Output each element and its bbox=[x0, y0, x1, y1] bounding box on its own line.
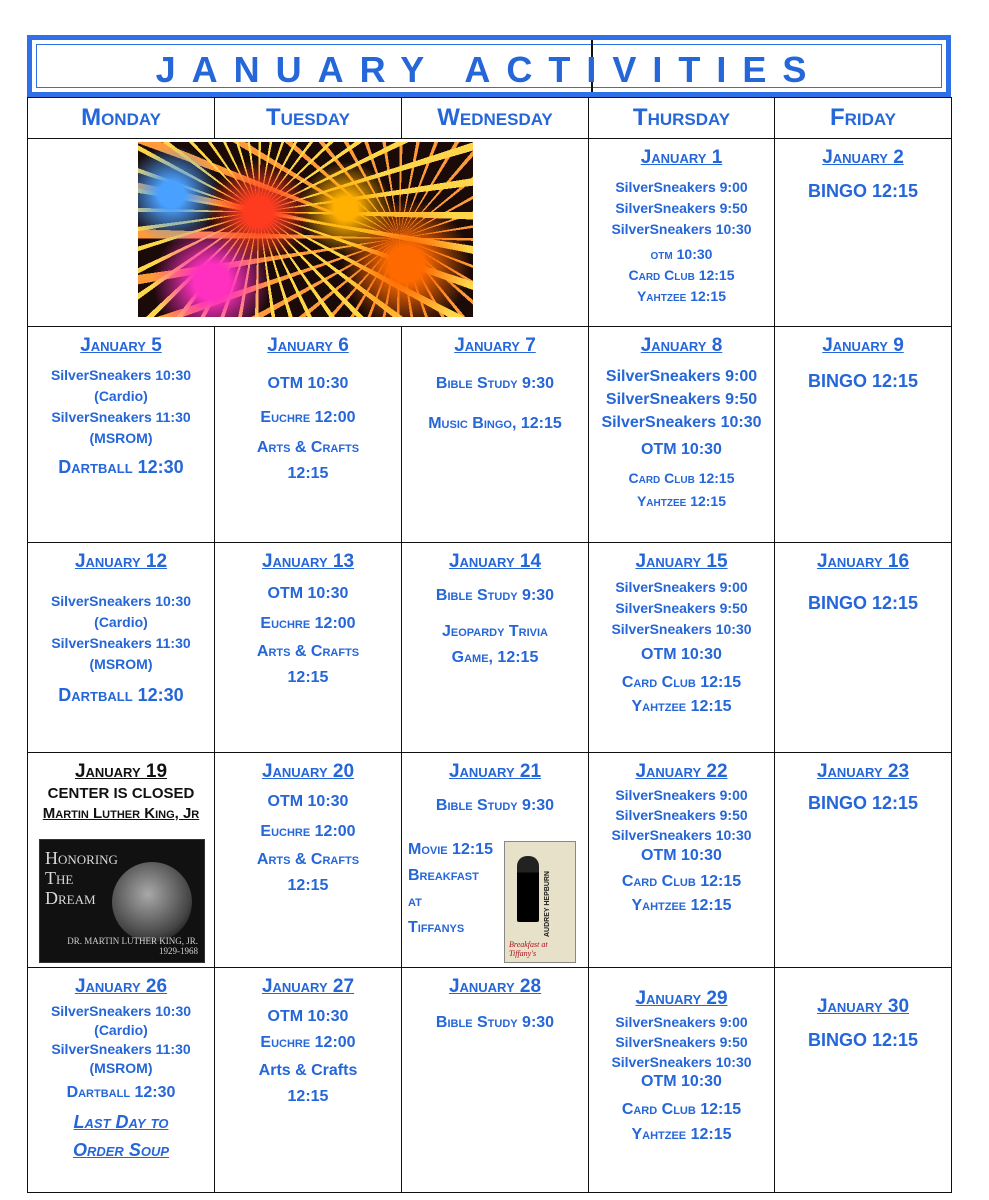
title-banner bbox=[27, 35, 951, 97]
event: SilverSneakers 11:30 bbox=[51, 409, 191, 425]
event: Jeopardy Trivia bbox=[441, 623, 549, 640]
mlk-image-text: Honoring The Dream bbox=[45, 848, 118, 908]
event: Card Club 12:15 bbox=[621, 674, 742, 691]
date-label: January 7 bbox=[454, 335, 536, 356]
event: OTM 10:30 bbox=[267, 1008, 349, 1025]
poster-actor: AUDREY HEPBURN bbox=[544, 871, 551, 937]
event: SilverSneakers 10:30 bbox=[611, 1054, 752, 1070]
day-jan-23 bbox=[775, 753, 952, 968]
event: Card Club 12:15 bbox=[628, 267, 735, 283]
event: BINGO 12:15 bbox=[807, 1030, 919, 1050]
event: SilverSneakers 10:30 bbox=[611, 621, 752, 637]
fireworks-image bbox=[138, 142, 473, 317]
event: SilverSneakers 9:00 bbox=[615, 1014, 748, 1030]
event: Card Club 12:15 bbox=[621, 1101, 742, 1118]
week-row-1 bbox=[28, 139, 952, 327]
day-jan-13 bbox=[215, 543, 402, 753]
date-label: January 8 bbox=[640, 335, 723, 356]
event: Arts & Crafts bbox=[256, 851, 360, 868]
event: (MSROM) bbox=[89, 1060, 153, 1076]
event: SilverSneakers 10:30 bbox=[50, 367, 192, 383]
event: OTM 10:30 bbox=[267, 585, 349, 602]
event: OTM 10:30 bbox=[641, 847, 722, 864]
date-label: January 19 bbox=[74, 761, 168, 782]
soup-deadline: Order Soup bbox=[72, 1140, 169, 1160]
event: otm 10:30 bbox=[650, 246, 713, 262]
event: OTM 10:30 bbox=[641, 646, 722, 663]
event: Card Club 12:15 bbox=[628, 470, 735, 486]
date-label: January 13 bbox=[261, 551, 355, 572]
event: Euchre 12:00 bbox=[260, 615, 356, 632]
header-tuesday: Tuesday bbox=[215, 98, 402, 139]
event: SilverSneakers 9:00 bbox=[615, 787, 748, 803]
event: Yahtzee 12:15 bbox=[631, 698, 732, 715]
day-jan-2 bbox=[775, 139, 952, 327]
date-label: January 28 bbox=[448, 976, 542, 997]
event: Breakfast bbox=[408, 867, 479, 884]
event: Arts & Crafts bbox=[256, 643, 360, 660]
date-label: January 5 bbox=[80, 335, 162, 356]
header-friday: Friday bbox=[775, 98, 952, 139]
portrait bbox=[112, 862, 192, 942]
poster-figure bbox=[517, 856, 539, 922]
event: SilverSneakers 9:50 bbox=[615, 1034, 748, 1050]
event: BINGO 12:15 bbox=[807, 793, 919, 813]
day-jan-5 bbox=[28, 327, 215, 543]
event: SilverSneakers 11:30 bbox=[51, 635, 191, 651]
day-jan-9 bbox=[775, 327, 952, 543]
event: SilverSneakers 9:50 bbox=[615, 807, 748, 823]
day-jan-14 bbox=[402, 543, 589, 753]
event: Bible Study 9:30 bbox=[435, 375, 555, 392]
day-jan-29 bbox=[589, 968, 775, 1193]
date-label: January 22 bbox=[635, 761, 728, 782]
event: BINGO 12:15 bbox=[807, 181, 919, 201]
fireworks-cell bbox=[28, 139, 589, 327]
event: (MSROM) bbox=[89, 430, 153, 446]
date-label: January 20 bbox=[261, 761, 355, 782]
closed-notice: CENTER IS CLOSED bbox=[47, 785, 195, 802]
event: SilverSneakers 10:30 bbox=[50, 1003, 192, 1019]
event: Movie 12:15 bbox=[408, 841, 493, 858]
event: Euchre 12:00 bbox=[260, 823, 356, 840]
event: SilverSneakers 9:00 bbox=[615, 579, 748, 595]
event: Bible Study 9:30 bbox=[435, 1014, 555, 1031]
day-jan-16 bbox=[775, 543, 952, 753]
date-label: January 12 bbox=[74, 551, 168, 572]
date-label: January 30 bbox=[816, 996, 910, 1017]
event: Bible Study 9:30 bbox=[435, 587, 555, 604]
header-thursday: Thursday bbox=[589, 98, 775, 139]
date-label: January 23 bbox=[816, 761, 910, 782]
event: (Cardio) bbox=[94, 388, 148, 404]
event: OTM 10:30 bbox=[641, 441, 722, 458]
date-label: January 16 bbox=[816, 551, 910, 572]
date-label: January 29 bbox=[635, 988, 728, 1009]
event: Card Club 12:15 bbox=[621, 873, 742, 890]
event: Yahtzee 12:15 bbox=[631, 1126, 732, 1143]
event: Euchre 12:00 bbox=[260, 409, 356, 426]
day-jan-27 bbox=[215, 968, 402, 1193]
day-jan-15 bbox=[589, 543, 775, 753]
header-row bbox=[28, 98, 952, 139]
day-jan-30 bbox=[775, 968, 952, 1193]
event: (MSROM) bbox=[89, 656, 153, 672]
event: Arts & Crafts bbox=[258, 1062, 358, 1079]
event: Dartball 12:30 bbox=[66, 1084, 176, 1101]
day-jan-19 bbox=[28, 753, 215, 968]
date-label: January 1 bbox=[640, 147, 723, 168]
calendar-table bbox=[27, 97, 952, 1193]
week-row-3 bbox=[28, 543, 952, 753]
event: Arts & Crafts bbox=[256, 439, 360, 456]
day-jan-22 bbox=[589, 753, 775, 968]
header-wednesday: Wednesday bbox=[402, 98, 589, 139]
event: Dartball 12:30 bbox=[58, 685, 184, 705]
event: (Cardio) bbox=[94, 1022, 148, 1038]
event: Tiffanys bbox=[408, 919, 465, 936]
holiday-name: Martin Luther King, Jr bbox=[42, 805, 200, 822]
day-jan-1 bbox=[589, 139, 775, 327]
event: SilverSneakers 9:50 bbox=[605, 391, 758, 408]
day-jan-6 bbox=[215, 327, 402, 543]
date-label: January 27 bbox=[261, 976, 355, 997]
date-label: January 2 bbox=[822, 147, 904, 168]
event: 12:15 bbox=[287, 877, 329, 894]
event: BINGO 12:15 bbox=[807, 593, 919, 613]
date-label: January 14 bbox=[448, 551, 542, 572]
day-jan-26 bbox=[28, 968, 215, 1193]
event: Euchre 12:00 bbox=[260, 1034, 356, 1051]
event: SilverSneakers 9:00 bbox=[615, 179, 748, 195]
day-jan-7 bbox=[402, 327, 589, 543]
event: Dartball 12:30 bbox=[58, 457, 184, 477]
event: OTM 10:30 bbox=[267, 793, 349, 810]
week-row-2 bbox=[28, 327, 952, 543]
day-jan-21 bbox=[402, 753, 589, 968]
event: SilverSneakers 10:30 bbox=[601, 414, 762, 431]
day-jan-12 bbox=[28, 543, 215, 753]
event: SilverSneakers 9:50 bbox=[615, 200, 748, 216]
page-title: JANUARY ACTIVITIES bbox=[155, 49, 823, 90]
event: OTM 10:30 bbox=[641, 1073, 722, 1090]
date-label: January 15 bbox=[635, 551, 728, 572]
date-label: January 6 bbox=[267, 335, 349, 356]
event: 12:15 bbox=[287, 1088, 329, 1105]
movie-poster bbox=[504, 841, 576, 963]
event: SilverSneakers 10:30 bbox=[50, 593, 192, 609]
event: SilverSneakers 10:30 bbox=[611, 221, 752, 237]
event: SilverSneakers 9:50 bbox=[615, 600, 748, 616]
event: Yahtzee 12:15 bbox=[631, 897, 732, 914]
event: OTM 10:30 bbox=[267, 375, 349, 392]
week-row-5 bbox=[28, 968, 952, 1193]
week-row-4 bbox=[28, 753, 952, 968]
mlk-caption: DR. MARTIN LUTHER KING, JR. 1929-1968 bbox=[67, 936, 198, 956]
poster-title: Breakfast at Tiffany's bbox=[509, 940, 548, 958]
event: Yahtzee 12:15 bbox=[636, 493, 727, 509]
event: SilverSneakers 9:00 bbox=[605, 368, 758, 385]
event: Bible Study 9:30 bbox=[435, 797, 555, 814]
event: at bbox=[408, 893, 422, 910]
event: (Cardio) bbox=[94, 614, 148, 630]
soup-deadline: Last Day to bbox=[73, 1112, 169, 1132]
event: Game, 12:15 bbox=[451, 649, 539, 666]
event: 12:15 bbox=[287, 669, 329, 686]
date-label: January 21 bbox=[448, 761, 542, 782]
mlk-image bbox=[39, 839, 205, 963]
day-jan-28 bbox=[402, 968, 589, 1193]
date-label: January 9 bbox=[822, 335, 904, 356]
header-monday: Monday bbox=[28, 98, 215, 139]
event: Yahtzee 12:15 bbox=[636, 288, 727, 304]
day-jan-8 bbox=[589, 327, 775, 543]
day-jan-20 bbox=[215, 753, 402, 968]
event: Music Bingo, 12:15 bbox=[428, 415, 562, 432]
event: BINGO 12:15 bbox=[807, 371, 919, 391]
date-label: January 26 bbox=[74, 976, 168, 997]
event: 12:15 bbox=[287, 465, 329, 482]
event: SilverSneakers 11:30 bbox=[51, 1041, 191, 1057]
event: SilverSneakers 10:30 bbox=[611, 827, 752, 843]
